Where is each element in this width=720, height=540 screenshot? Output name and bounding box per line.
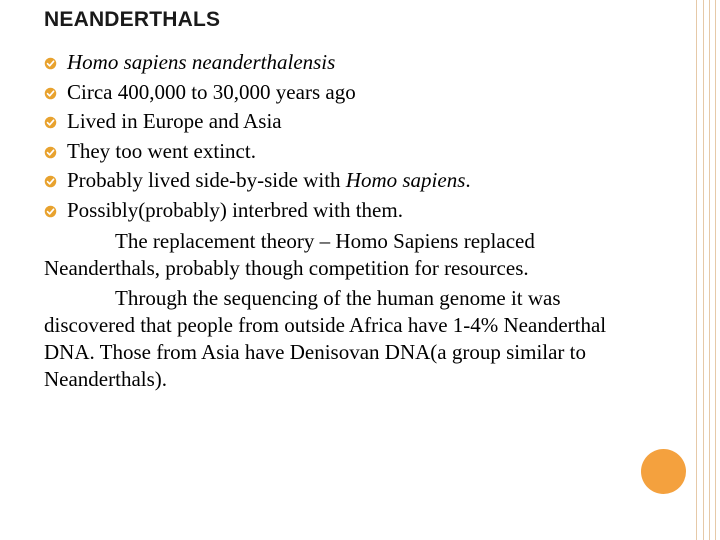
bullet-text: They too went extinct. (67, 138, 256, 163)
circle-check-icon (44, 175, 57, 188)
circle-check-icon (44, 57, 57, 70)
paragraph-genome-sequencing: Through the sequencing of the human genome it was discovered that people from outside Africa have 1-4% Neanderthal DNA. Those from Asia have Denisovan DNA(a group similar to Neanderthals). (44, 286, 607, 391)
bullet-text: . (465, 168, 471, 192)
bullet-item (44, 78, 644, 108)
circle-check-icon (44, 205, 57, 218)
bullet-list (44, 48, 644, 225)
bullet-text-emphasis: Homo sapiens (345, 168, 466, 192)
bullet-item (44, 166, 644, 196)
bullet-item (44, 48, 644, 78)
circle-check-icon (44, 87, 57, 100)
bullet-text: Circa 400,000 to 30,000 years ago (67, 79, 356, 104)
bullet-item (44, 137, 644, 167)
slide-content (44, 48, 644, 393)
bullet-item (44, 196, 644, 226)
bullet-item (44, 107, 644, 137)
circle-check-icon (44, 116, 57, 129)
orange-circle-decoration (641, 449, 686, 494)
bullet-text: Probably lived side-by-side with (67, 168, 346, 192)
bullet-text: Possibly(probably) interbred with them. (67, 197, 403, 222)
frame-line (696, 0, 697, 540)
frame-line (715, 0, 716, 540)
bullet-text: Homo sapiens neanderthalensis (67, 50, 336, 74)
circle-check-icon (44, 146, 57, 159)
frame-line (703, 0, 704, 540)
paragraph-replacement-theory: The replacement theory – Homo Sapiens replaced Neanderthals, probably though competition for resources. (44, 229, 535, 280)
bullet-text: Lived in Europe and Asia (67, 109, 282, 133)
frame-line (709, 0, 710, 540)
slide-title: NEANDERTHALS (44, 8, 221, 31)
